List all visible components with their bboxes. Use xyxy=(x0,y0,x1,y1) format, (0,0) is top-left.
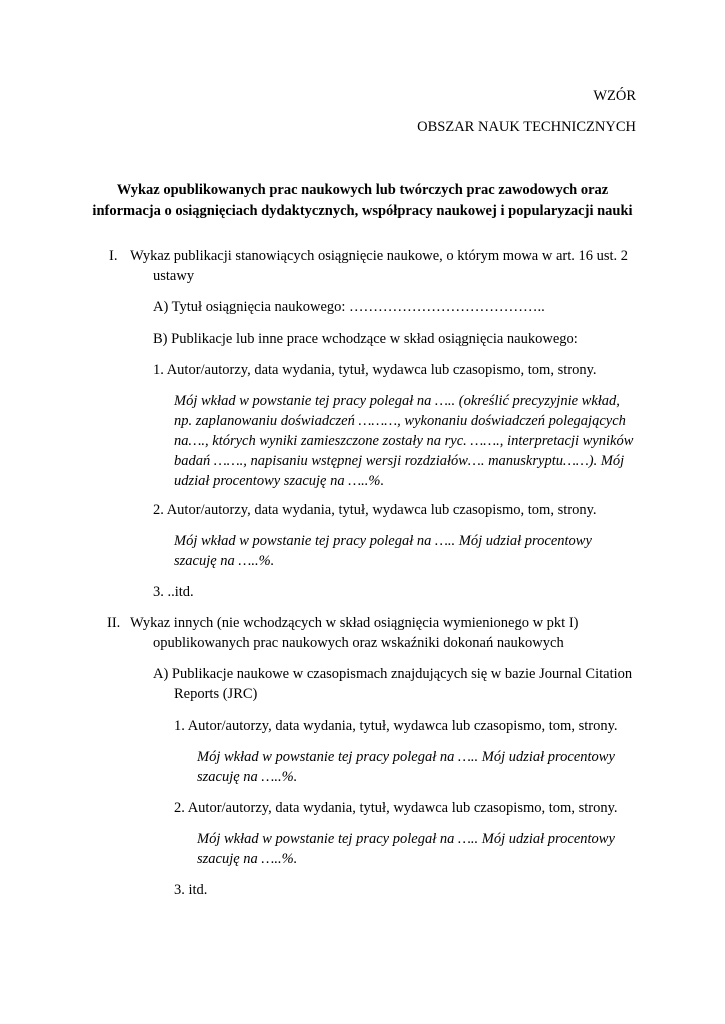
section-2-heading-line-1: Wykaz innych (nie wchodzących w skład osiągnięcia wymienionego w pkt I) xyxy=(130,615,579,631)
section-1-list-item-1: 1. Autor/autorzy, data wydania, tytuł, wydawca lub czasopismo, tom, strony. xyxy=(153,362,597,378)
section-1-list-item-3: 3. ..itd. xyxy=(153,584,194,600)
note-line: Mój wkład w powstanie tej pracy polegał na ….. (określić precyzyjnie wkład, xyxy=(174,393,620,409)
note-line: badań ……., napisaniu wstępnej wersji rozdziałów…. manuskryptu……). Mój xyxy=(174,453,625,469)
section-2-item-1-note xyxy=(197,747,615,787)
section-1-item-b: B) Publikacje lub inne prace wchodzące w skład osiągnięcia naukowego: xyxy=(153,331,578,347)
section-2-item-a-line-2: Reports (JRC) xyxy=(174,686,258,702)
note-line: Mój wkład w powstanie tej pracy polegał na ….. Mój udział procentowy xyxy=(174,533,592,549)
note-line: Mój wkład w powstanie tej pracy polegał na ….. Mój udział procentowy xyxy=(197,831,615,847)
section-2-item-a-line-1: A) Publikacje naukowe w czasopismach znajdujących się w bazie Journal Citation xyxy=(153,666,633,682)
section-2-list-item-2: 2. Autor/autorzy, data wydania, tytuł, wydawca lub czasopismo, tom, strony. xyxy=(174,800,618,816)
obszar-label: OBSZAR NAUK TECHNICZNYCH xyxy=(417,119,636,135)
section-1-item-a: A) Tytuł osiągnięcia naukowego: ………………………………….. xyxy=(153,299,545,315)
title-line-1: Wykaz opublikowanych prac naukowych lub twórczych prac zawodowych oraz xyxy=(116,182,609,198)
section-2-list-item-1: 1. Autor/autorzy, data wydania, tytuł, wydawca lub czasopismo, tom, strony. xyxy=(174,718,618,734)
title-line-2: informacja o osiągnięciach dydaktycznych, współpracy naukowej i popularyzacji nauki xyxy=(92,203,633,219)
note-line: Mój wkład w powstanie tej pracy polegał na ….. Mój udział procentowy xyxy=(197,749,615,765)
section-1-item-1-note xyxy=(174,391,633,491)
note-line: np. zaplanowaniu doświadczeń ………, wykonaniu doświadczeń polegających xyxy=(174,413,626,429)
section-1-list-item-2: 2. Autor/autorzy, data wydania, tytuł, wydawca lub czasopismo, tom, strony. xyxy=(153,502,597,518)
section-1-item-2-note xyxy=(174,531,592,571)
section-2-marker: II. xyxy=(107,615,121,631)
note-line: udział procentowy szacuję na …..%. xyxy=(174,473,385,489)
document-title xyxy=(60,180,665,222)
note-line: na…., których wyniki zamieszczone zostały na ryc. ……., interpretacji wyników xyxy=(174,433,634,449)
section-1-heading-line-2: ustawy xyxy=(153,268,195,284)
note-line: szacuję na …..%. xyxy=(197,851,298,867)
section-1-heading-line-1: Wykaz publikacji stanowiących osiągnięcie naukowe, o którym mowa w art. 16 ust. 2 xyxy=(130,248,629,264)
note-line: szacuję na …..%. xyxy=(197,769,298,785)
section-2-list-item-3: 3. itd. xyxy=(174,882,208,898)
note-line: szacuję na …..%. xyxy=(174,553,275,569)
section-2-item-2-note xyxy=(197,829,615,869)
wzor-label: WZÓR xyxy=(593,88,636,104)
section-2-heading-line-2: opublikowanych prac naukowych oraz wskaźniki dokonań naukowych xyxy=(153,635,564,651)
section-1-marker: I. xyxy=(109,248,118,264)
